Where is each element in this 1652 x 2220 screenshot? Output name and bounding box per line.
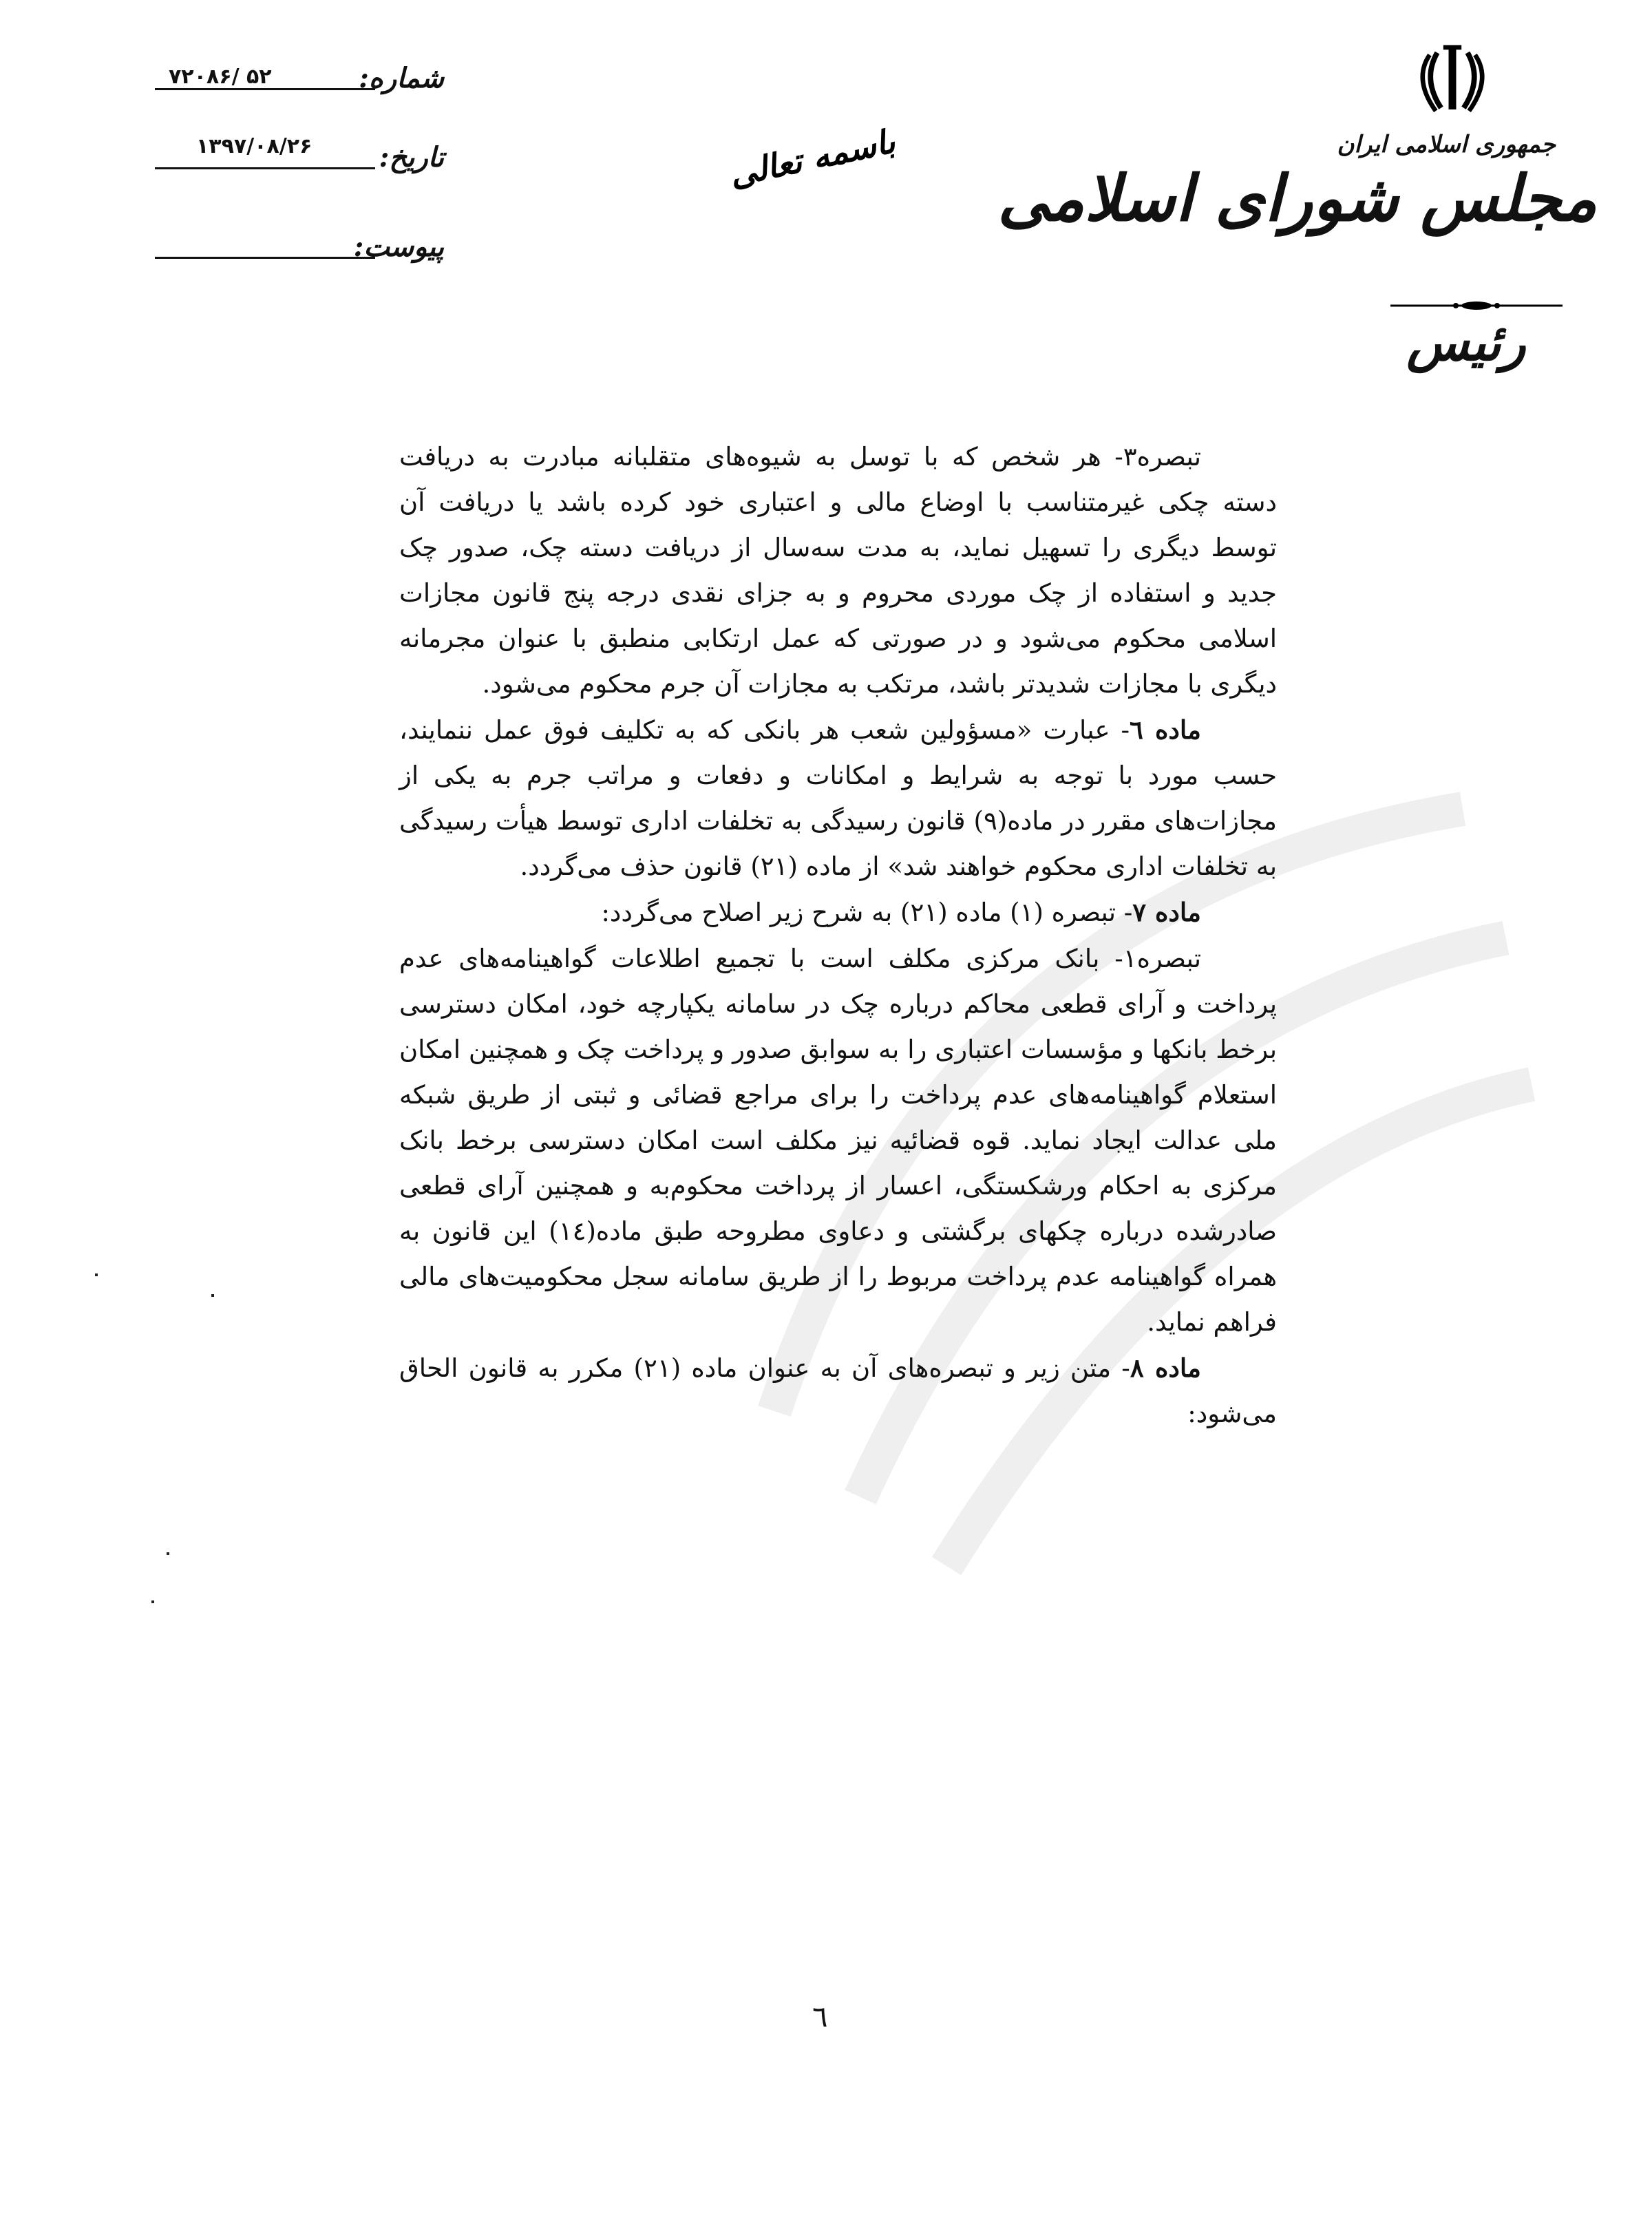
- letter-attachment-row: [155, 227, 444, 268]
- scan-speck: [211, 1294, 214, 1297]
- scan-speck: [167, 1552, 169, 1555]
- document-body: [399, 434, 1277, 1437]
- article-6-paragraph: [399, 707, 1277, 889]
- emblem-title: مجلس شورای اسلامی: [997, 161, 1597, 235]
- letter-date-line: [155, 167, 375, 169]
- scan-speck: [151, 1600, 154, 1603]
- article-7-paragraph: [399, 889, 1277, 935]
- page-number: ٦: [812, 2000, 828, 2033]
- paragraph-text: - متن زیر و تبصره‌های آن به عنوان ماده (۲۱) مکرر به قانون الحاق می‌شود:: [399, 1353, 1277, 1428]
- emblem-subtitle: جمهوری اسلامی ایران: [1337, 131, 1556, 158]
- letter-number-row: [155, 59, 444, 100]
- paragraph-lead: ماده ۸: [1130, 1353, 1201, 1383]
- article-8-paragraph: [399, 1345, 1277, 1437]
- paragraph-text: تبصره۱- بانک مرکزی مکلف است با تجمیع اطلاعات گواهینامه‌های عدم پرداخت و آرای قطعی محاکم درباره چک در سامانه یکپارچه خود، امکان دسترسی برخط بانکها و مؤسسات اعتباری را به سوابق صدور و پرداخت چک و همچنین امکان استعلام گواهینامه‌های عدم پرداخت را برای مراجع قضائی و ثبتی از طریق شبکه ملی عدالت ایجاد نماید. قوه قضائیه نیز مکلف است امکان دسترسی برخط بانک مرکزی به احکام ورشکستگی، اعسار از پرداخت محکوم‌به و همچنین آرای قطعی صادرشده درباره چکهای برگشتی و دعاوی مطروحه طبق ماده(١٤) این قانون به همراه گواهینامه عدم پرداخت مربوط را از طریق سامانه سجل محکومیت‌های مالی فراهم نماید.: [399, 944, 1277, 1337]
- emblem-office-title: رئیس: [1406, 313, 1526, 372]
- paragraph-lead: ماده ٦: [1130, 715, 1201, 745]
- paragraph-text: تبصره۳- هر شخص که با توسل به شیوه‌های متقلبانه مبادرت به دریافت دسته چکی غیرمتناسب با اوضاع مالی و اعتباری خود کرده باشد یا دریافت آن توسط دیگری را تسهیل نماید، به مدت سه‌سال از دریافت دسته چک، صدور چک جدید و استفاده از چک موردی محروم و به جزای نقدی درجه پنج قانون مجازات اسلامی محکوم می‌شود و در صورتی که عمل ارتکابی منطبق با عنوان مجرمانه دیگری با مجازات شدیدتر باشد، مرتکب به مجازات آن جرم محکوم می‌شود.: [399, 442, 1277, 699]
- invocation-text: باسمه تعالی: [726, 122, 899, 195]
- ornamental-divider-icon: [1390, 301, 1563, 310]
- paragraph-text: - تبصره (۱) ماده (۲۱) به شرح زیر اصلاح می‌گردد:: [601, 898, 1133, 927]
- letter-date-label: تاریخ:: [379, 141, 444, 173]
- letter-date-value: ۱۳۹۷/۰۸/۲۶: [196, 134, 313, 158]
- paragraph-text: - عبارت «مسؤولین شعب هر بانکی که به تکلیف فوق عمل ننمایند، حسب مورد با توجه به شرایط و امکانات و دفعات و مراتب جرم به یکی از مجازات‌های مقرر در ماده(۹) قانون رسیدگی به تخلفات اداری توسط هیأت رسیدگی به تخلفات اداری محکوم خواهند شد» از ماده (۲۱) قانون حذف می‌گردد.: [399, 715, 1277, 881]
- note-1-paragraph: [399, 935, 1277, 1345]
- note-3-paragraph: [399, 434, 1277, 707]
- parliament-emblem: [997, 41, 1597, 385]
- invocation-calligraphy: [723, 114, 902, 203]
- letter-attachment-line: [155, 257, 375, 259]
- paragraph-lead: ماده ۷: [1132, 897, 1201, 927]
- iran-emblem-icon: [1411, 41, 1494, 117]
- scan-speck: [95, 1273, 98, 1276]
- letter-number-value: ۵۲ /۷۲۰۸۶: [169, 65, 272, 89]
- letter-number-label: شماره:: [359, 62, 444, 94]
- letter-date-row: [155, 134, 444, 179]
- letter-attachment-label: پیوست:: [353, 231, 444, 263]
